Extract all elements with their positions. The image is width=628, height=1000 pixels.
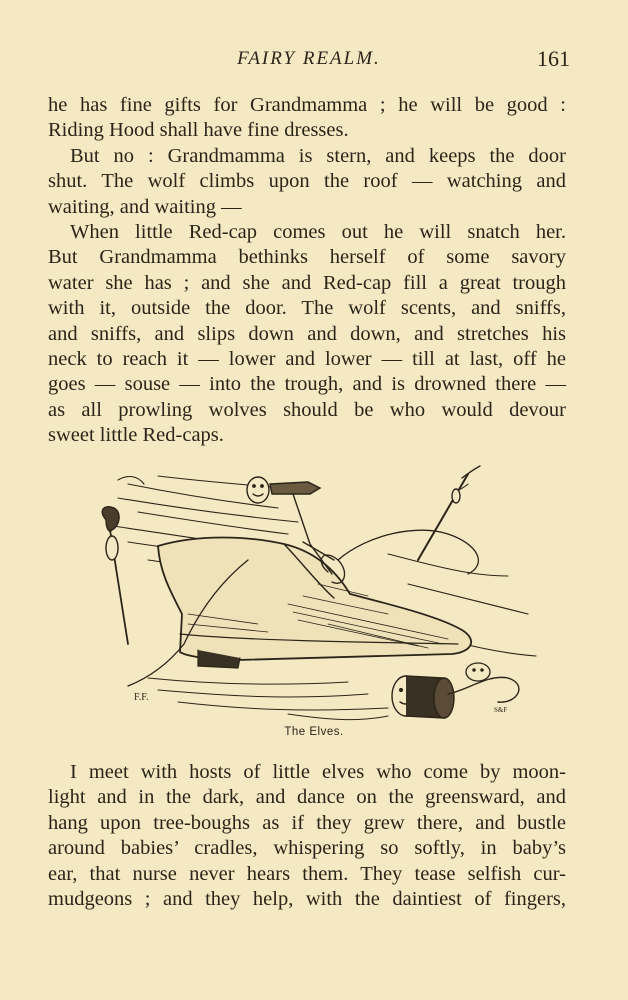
artist-signature: F.F. bbox=[134, 692, 149, 703]
text-line: I meet with hosts of little elves who come by moon- bbox=[70, 761, 566, 783]
running-title: FAIRY REALM. bbox=[237, 48, 381, 69]
text-line: hang upon tree-boughs as if they grew there, and bustle bbox=[48, 811, 566, 834]
thimble-elf bbox=[466, 663, 490, 681]
text-line: around babies’ cradles, whispering so softly, in baby’s bbox=[48, 837, 566, 860]
page-header bbox=[48, 48, 570, 78]
text-line: Riding Hood shall have fine dresses. bbox=[48, 119, 349, 142]
text-line: water she has ; and she and Red-cap fill a great trough bbox=[48, 271, 566, 294]
engraver-mark: S&F bbox=[494, 706, 508, 714]
illustration-caption: The Elves. bbox=[284, 726, 344, 738]
shoe-drawing bbox=[158, 538, 471, 669]
text-line: mudgeons ; and they help, with the daintiest of fingers, bbox=[48, 888, 566, 911]
lower-text bbox=[48, 760, 566, 912]
text-line: goes — souse — into the trough, and is drowned there — bbox=[48, 373, 566, 396]
text-line: as all prowling wolves should be who would devour bbox=[48, 398, 566, 421]
text-line: shut. The wolf climbs upon the roof — watching and bbox=[48, 170, 566, 193]
ground-lines bbox=[148, 678, 388, 720]
text-line: waiting, and waiting — bbox=[48, 195, 242, 218]
text-line: he has fine gifts for Grandmamma ; he will be good : bbox=[48, 94, 566, 116]
text-line: neck to reach it — lower and lower — till at last, off he bbox=[48, 348, 566, 371]
text-line: When little Red-cap comes out he will snatch her. bbox=[70, 221, 566, 244]
text-line: with it, outside the door. The wolf scents, and sniffs, bbox=[48, 297, 566, 320]
page-number: 161 bbox=[537, 46, 570, 71]
elves-illustration bbox=[88, 464, 540, 726]
upper-text bbox=[48, 93, 566, 449]
text-line: sweet little Red-caps. bbox=[48, 424, 224, 447]
text-line: But no : Grandmamma is stern, and keeps the door bbox=[70, 144, 566, 167]
text-line: But Grandmamma bethinks herself of some savory bbox=[48, 246, 566, 269]
text-line: light and in the dark, and dance on the greensward, and bbox=[48, 786, 566, 809]
text-line: and sniffs, and slips down and down, and stretches his bbox=[48, 322, 566, 345]
text-line: ear, that nurse never hears them. They tease selfish cur- bbox=[48, 862, 566, 885]
